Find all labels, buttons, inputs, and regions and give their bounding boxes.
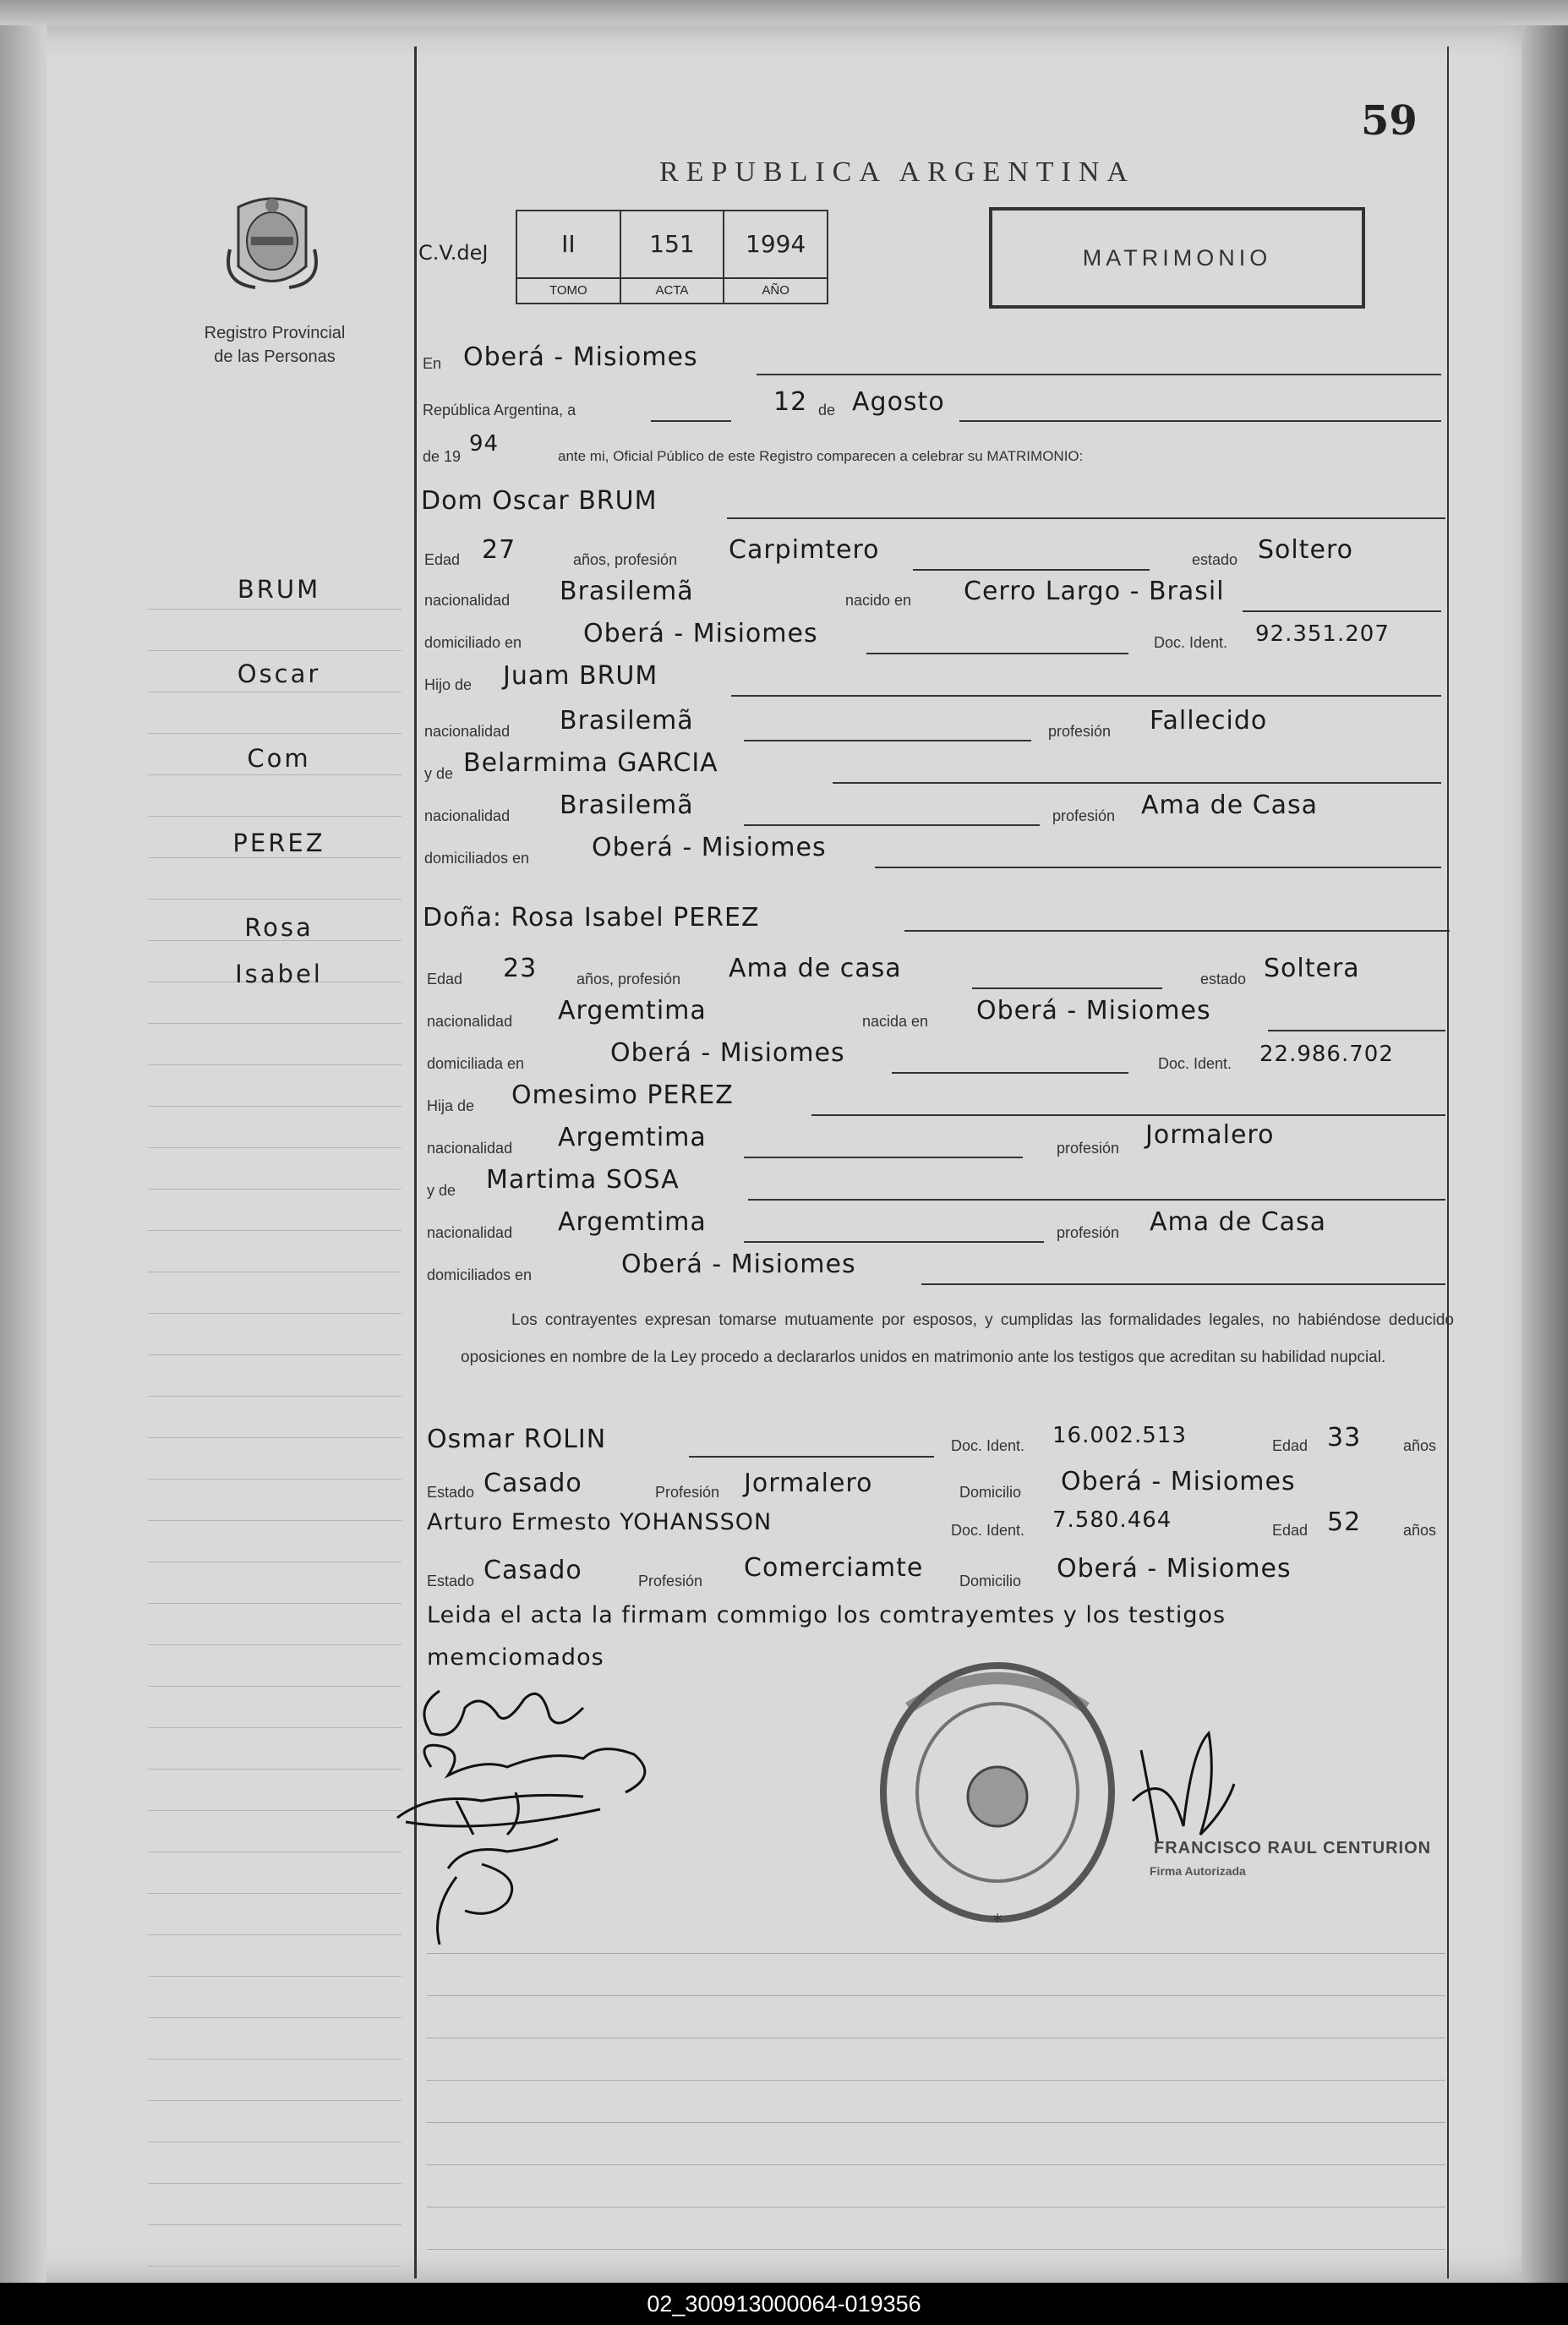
bride-estado: Soltera xyxy=(1264,954,1360,983)
bride-anos-label: años, profesión xyxy=(576,971,681,987)
groom-father-nacionalidad-label: nacionalidad xyxy=(424,723,511,740)
groom-estado-label: estado xyxy=(1192,551,1238,568)
underline xyxy=(744,824,1040,826)
witness1-doc-label: Doc. Ident. xyxy=(951,1437,1025,1454)
margin-ruled-line xyxy=(148,1147,402,1148)
margin-ruled-line xyxy=(148,1603,402,1604)
witness1-domicile: Oberá - Misiomes xyxy=(1061,1467,1296,1496)
underline xyxy=(731,695,1441,697)
footer-id: 02_300913000064-019356 xyxy=(0,2283,1568,2325)
groom-age: 27 xyxy=(482,535,516,565)
underline xyxy=(1268,1030,1445,1031)
underline xyxy=(972,987,1162,989)
page-right-edge xyxy=(1522,25,1568,2283)
year-prefix: de 19 xyxy=(423,448,462,465)
margin-ruled-line xyxy=(148,1520,402,1521)
margin-ruled-line xyxy=(148,899,402,900)
underline xyxy=(744,1241,1044,1243)
margin-ruled-line xyxy=(148,857,402,858)
officer-title: Firma Autorizada xyxy=(1150,1864,1246,1878)
witness1-estado-label: Estado xyxy=(427,1484,475,1501)
groom-nationality: Brasilemã xyxy=(560,577,694,606)
witness2-profession: Comerciamte xyxy=(744,1553,924,1583)
underline xyxy=(811,1114,1445,1116)
acta-label: ACTA xyxy=(621,277,724,303)
ruled-line xyxy=(427,1995,1445,1996)
margin-ruled-line xyxy=(148,816,402,817)
margin-ruled-line xyxy=(148,1893,402,1894)
groom-profession: Carpimtero xyxy=(729,535,880,565)
witness1-name: Osmar ROLIN xyxy=(427,1425,607,1454)
margin-ruled-line xyxy=(148,1769,402,1770)
margin-ruled-line xyxy=(148,1189,402,1190)
underline xyxy=(833,782,1441,784)
groom-mother-profesion-label: profesión xyxy=(1052,807,1116,824)
official-seal-icon xyxy=(875,1657,1120,1945)
en-label: En xyxy=(423,355,442,372)
right-border xyxy=(1447,46,1449,2278)
signatures-icon xyxy=(380,1674,735,1953)
groom-parents-domicile: Oberá - Misiomes xyxy=(592,833,827,862)
margin-ruled-line xyxy=(148,650,402,651)
witness2-profesion-label: Profesión xyxy=(638,1573,703,1589)
cvdej-label: C.V.deJ xyxy=(418,241,489,265)
groom-yde-label: y de xyxy=(424,765,454,782)
bride-parents-domicile: Oberá - Misiomes xyxy=(621,1250,856,1279)
groom-hijo-label: Hijo de xyxy=(424,676,473,693)
margin-ruled-line xyxy=(148,1106,402,1107)
margin-ruled-line xyxy=(148,1644,402,1645)
margin-ruled-line xyxy=(148,1437,402,1438)
bride-father-profession: Jormalero xyxy=(1145,1120,1275,1150)
witness1-doc: 16.002.513 xyxy=(1052,1423,1187,1448)
ano-label: AÑO xyxy=(724,277,827,303)
witness2-domicilio-label: Domicilio xyxy=(959,1573,1022,1589)
underline xyxy=(727,517,1445,519)
margin-ruled-line xyxy=(148,2100,402,2101)
margin-ruled-line xyxy=(148,1230,402,1231)
margin-ruled-line xyxy=(148,1976,402,1977)
groom-nacido-label: nacido en xyxy=(845,592,912,609)
ruled-line xyxy=(427,1953,1445,1954)
bride-domiciliada-label: domiciliada en xyxy=(427,1055,525,1072)
groom-domiciliados-label: domiciliados en xyxy=(424,850,530,867)
witness2-estado-label: Estado xyxy=(427,1573,475,1589)
margin-ruled-line xyxy=(148,1064,402,1065)
underline xyxy=(689,1456,934,1458)
bride-name: Doña: Rosa Isabel PEREZ xyxy=(423,903,760,933)
underline xyxy=(651,420,731,422)
bride-mother-nationality: Argemtima xyxy=(558,1207,707,1237)
act-type-box: MATRIMONIO xyxy=(989,207,1365,309)
bride-yde-label: y de xyxy=(427,1182,456,1199)
witness2-age: 52 xyxy=(1327,1507,1362,1537)
margin-ruled-line xyxy=(148,1810,402,1811)
page-number: 59 xyxy=(1361,97,1418,145)
bride-profession: Ama de casa xyxy=(729,954,902,983)
witness2-name: Arturo Ermesto YOHANSSON xyxy=(427,1509,773,1535)
bride-estado-label: estado xyxy=(1200,971,1247,987)
margin-surname-bride: PEREZ xyxy=(232,829,325,857)
underline xyxy=(748,1199,1445,1201)
bride-doc-label: Doc. Ident. xyxy=(1158,1055,1232,1072)
margin-connector: Com xyxy=(247,744,311,773)
bride-mother-profesion-label: profesión xyxy=(1057,1224,1120,1241)
ruled-line xyxy=(427,2164,1445,2165)
margin-ruled-line xyxy=(148,1396,402,1397)
svg-text:*: * xyxy=(992,1912,1003,1933)
de-label: de xyxy=(818,402,836,418)
witness2-domicile: Oberá - Misiomes xyxy=(1057,1554,1292,1584)
groom-mother-profession: Ama de Casa xyxy=(1141,790,1319,820)
margin-ruled-line xyxy=(148,609,402,610)
registry-name xyxy=(165,321,385,369)
groom-father: Juam BRUM xyxy=(503,661,658,691)
margin-ruled-line xyxy=(148,1479,402,1480)
acta-value: 151 xyxy=(649,230,695,258)
bride-father-profesion-label: profesión xyxy=(1057,1140,1120,1157)
underline xyxy=(866,653,1128,654)
closing-line-2: memciomados xyxy=(427,1644,604,1671)
groom-birthplace: Cerro Largo - Brasil xyxy=(964,577,1225,606)
bride-nacionalidad-label: nacionalidad xyxy=(427,1013,513,1030)
bride-father: Omesimo PEREZ xyxy=(511,1080,734,1110)
groom-anos-label: años, profesión xyxy=(573,551,678,568)
margin-ruled-line xyxy=(148,1727,402,1728)
country-title: REPUBLICA ARGENTINA xyxy=(659,156,1135,188)
declaration-text: Los contrayentes expresan tomarse mutuamente por esposos, y cumplidas las formalidades legales, no habiéndose deducido oposiciones en nombre de la Ley procedo a declararlos unidos en matrimonio ante los testigos que acreditan su habilidad nupcial. xyxy=(461,1311,1454,1366)
registry-name-line1: Registro Provincial xyxy=(204,324,346,342)
margin-ruled-line xyxy=(148,2059,402,2060)
underline xyxy=(959,420,1441,422)
tomo-label: TOMO xyxy=(517,277,620,303)
underline xyxy=(744,740,1031,741)
intro-place: Oberá - Misiomes xyxy=(463,342,698,372)
officer-signature-icon xyxy=(1124,1716,1243,1885)
groom-name: Dom Oscar BRUM xyxy=(421,486,658,516)
underline xyxy=(1243,610,1441,612)
witness2-anos-label: años xyxy=(1403,1522,1437,1539)
margin-ruled-line xyxy=(148,1313,402,1314)
margin-ruled-line xyxy=(148,1023,402,1024)
intro-year: 94 xyxy=(469,431,500,457)
witness1-profesion-label: Profesión xyxy=(655,1484,720,1501)
ruled-line xyxy=(427,2080,1445,2081)
bride-age: 23 xyxy=(503,954,538,983)
underline xyxy=(875,867,1441,868)
witness1-profession: Jormalero xyxy=(744,1469,873,1498)
groom-mother: Belarmima GARCIA xyxy=(463,748,718,778)
groom-domicile: Oberá - Misiomes xyxy=(583,619,818,648)
witness1-domicilio-label: Domicilio xyxy=(959,1484,1022,1501)
margin-ruled-line xyxy=(148,733,402,734)
groom-doc-label: Doc. Ident. xyxy=(1154,634,1228,651)
bride-birthplace: Oberá - Misiomes xyxy=(976,996,1211,1026)
groom-edad-label: Edad xyxy=(424,551,461,568)
bride-doc: 22.986.702 xyxy=(1259,1042,1394,1067)
intro-text: ante mi, Oficial Público de este Registro comparecen a celebrar su MATRIMONIO: xyxy=(558,448,1084,464)
groom-mother-nationality: Brasilemã xyxy=(560,790,694,820)
groom-father-profession: Fallecido xyxy=(1150,706,1268,736)
officer-name: FRANCISCO RAUL CENTURION xyxy=(1154,1839,1432,1857)
underline xyxy=(904,930,1450,932)
bride-mother-nacionalidad-label: nacionalidad xyxy=(427,1224,513,1241)
bride-mother: Martima SOSA xyxy=(486,1165,680,1195)
margin-name-bride-1: Rosa xyxy=(244,913,314,942)
republica-label: República Argentina, a xyxy=(423,402,576,418)
margin-ruled-line xyxy=(148,2224,402,2225)
margin-ruled-line xyxy=(148,2183,402,2184)
margin-name-groom: Oscar xyxy=(237,659,321,688)
margin-name-bride-2: Isabel xyxy=(235,960,323,988)
bride-father-nacionalidad-label: nacionalidad xyxy=(427,1140,513,1157)
coat-of-arms-icon xyxy=(221,190,323,300)
ano-value: 1994 xyxy=(746,230,806,258)
ano-cell xyxy=(724,211,827,303)
tomo-cell xyxy=(517,211,621,303)
groom-father-profesion-label: profesión xyxy=(1048,723,1112,740)
margin-ruled-line xyxy=(148,2017,402,2018)
registry-name-line2: de las Personas xyxy=(214,347,336,366)
bride-domiciliados-label: domiciliados en xyxy=(427,1266,533,1283)
underline xyxy=(913,569,1150,571)
bride-nacida-label: nacida en xyxy=(862,1013,929,1030)
bride-mother-profession: Ama de Casa xyxy=(1150,1207,1327,1237)
witness1-edad-label: Edad xyxy=(1272,1437,1308,1454)
acta-cell xyxy=(621,211,725,303)
underline xyxy=(757,374,1441,375)
witness1-estado: Casado xyxy=(484,1469,582,1498)
witness1-age: 33 xyxy=(1327,1423,1362,1452)
bride-edad-label: Edad xyxy=(427,971,463,987)
groom-father-nationality: Brasilemã xyxy=(560,706,694,736)
bride-nationality: Argemtima xyxy=(558,996,707,1026)
underline xyxy=(892,1072,1128,1074)
margin-ruled-line xyxy=(148,1354,402,1355)
witness2-edad-label: Edad xyxy=(1272,1522,1308,1539)
registration-table xyxy=(516,210,828,304)
tomo-value: II xyxy=(561,230,576,258)
witness2-doc-label: Doc. Ident. xyxy=(951,1522,1025,1539)
ruled-line xyxy=(427,2249,1445,2250)
bride-hija-label: Hija de xyxy=(427,1097,475,1114)
closing-line-1: Leida el acta la firmam commigo los comtrayemtes y los testigos xyxy=(427,1602,1227,1628)
underline xyxy=(921,1283,1445,1285)
ruled-line xyxy=(427,2122,1445,2123)
intro-day: 12 xyxy=(773,387,808,417)
groom-nacionalidad-label: nacionalidad xyxy=(424,592,511,609)
margin-ruled-line xyxy=(148,2266,402,2267)
groom-estado: Soltero xyxy=(1258,535,1353,565)
margin-ruled-line xyxy=(148,1934,402,1935)
margin-ruled-line xyxy=(148,774,402,775)
bride-father-nationality: Argemtima xyxy=(558,1123,707,1152)
groom-mother-nacionalidad-label: nacionalidad xyxy=(424,807,511,824)
scan-top-strip xyxy=(0,0,1568,29)
witness2-estado: Casado xyxy=(484,1556,582,1585)
underline xyxy=(744,1157,1023,1158)
margin-ruled-line xyxy=(148,1686,402,1687)
bride-domicile: Oberá - Misiomes xyxy=(610,1038,845,1068)
intro-month: Agosto xyxy=(852,387,945,417)
groom-domiciliado-label: domiciliado en xyxy=(424,634,522,651)
witness2-doc: 7.580.464 xyxy=(1052,1507,1172,1533)
groom-doc: 92.351.207 xyxy=(1255,621,1390,647)
witness1-anos-label: años xyxy=(1403,1437,1437,1454)
margin-surname-groom: BRUM xyxy=(237,575,321,604)
page-left-edge xyxy=(0,25,46,2283)
